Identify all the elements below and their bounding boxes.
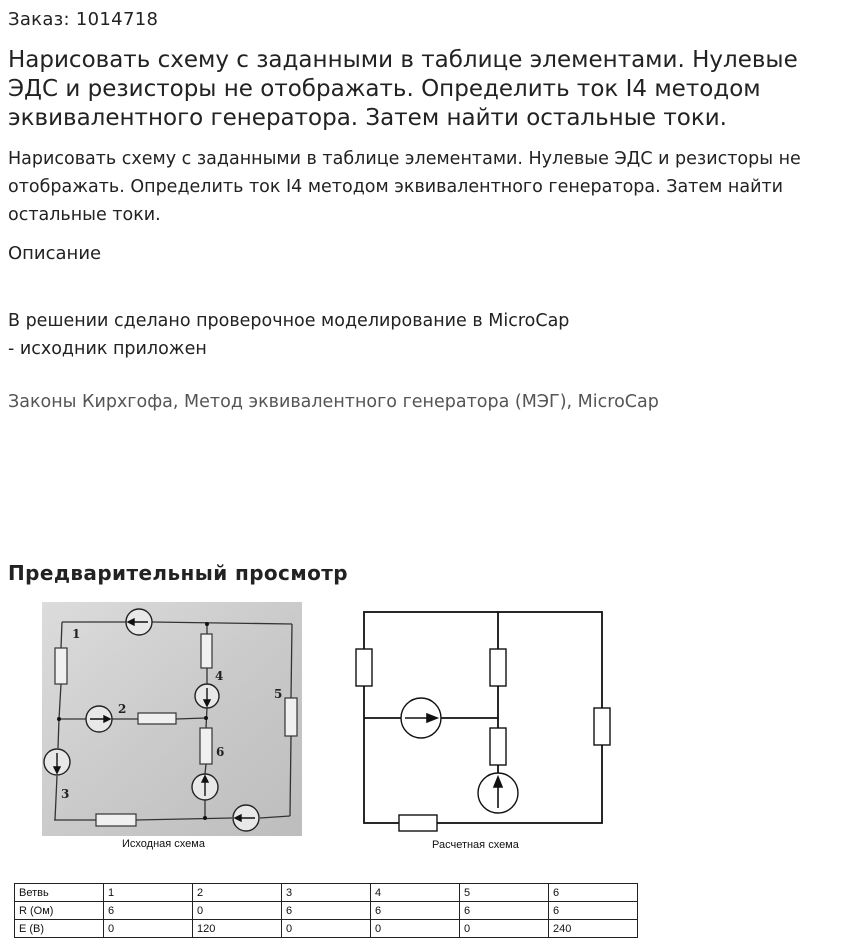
branch-label-4: 4 xyxy=(215,669,224,683)
table-cell: Ветвь xyxy=(15,884,104,902)
table-row xyxy=(15,902,638,920)
table-cell: 6 xyxy=(104,902,193,920)
original-schematic xyxy=(42,602,302,836)
tag-link-equivalent-generator[interactable]: Метод эквивалентного генератора (МЭГ) xyxy=(184,392,567,412)
table-cell: 240 xyxy=(549,920,638,938)
table-row xyxy=(15,920,638,938)
branch-label-6: 6 xyxy=(216,745,225,759)
branch-label-2: 2 xyxy=(118,702,127,716)
calc-resistor-3 xyxy=(399,815,437,831)
calc-schematic-caption: Расчетная схема xyxy=(432,839,519,851)
table-cell: 0 xyxy=(282,920,371,938)
table-cell: 6 xyxy=(460,902,549,920)
table-cell: 6 xyxy=(549,902,638,920)
table-cell: 0 xyxy=(371,920,460,938)
table-cell: 6 xyxy=(371,902,460,920)
table-cell: 6 xyxy=(549,884,638,902)
table-cell: 4 xyxy=(371,884,460,902)
calc-resistor-4 xyxy=(490,649,506,686)
branch-label-3: 3 xyxy=(61,787,70,801)
resistor-4 xyxy=(201,634,212,668)
resistor-2 xyxy=(138,713,176,724)
table-cell: R (Ом) xyxy=(15,902,104,920)
branch-label-5: 5 xyxy=(274,687,283,701)
table-cell: E (B) xyxy=(15,920,104,938)
resistor-5 xyxy=(285,698,297,736)
resistor-1 xyxy=(55,648,67,684)
solution-note xyxy=(8,307,569,363)
preview-heading: Предварительный просмотр xyxy=(8,561,348,585)
calc-resistor-1 xyxy=(356,649,372,686)
original-schematic-caption: Исходная схема xyxy=(122,838,205,850)
calc-schematic xyxy=(356,612,610,831)
solution-line-2: - исходник приложен xyxy=(8,339,207,359)
table-cell: 2 xyxy=(193,884,282,902)
table-cell: 1 xyxy=(104,884,193,902)
table-cell: 0 xyxy=(104,920,193,938)
table-cell: 6 xyxy=(282,902,371,920)
table-cell: 5 xyxy=(460,884,549,902)
solution-line-1: В решении сделано проверочное моделирование в MicroCap xyxy=(8,311,570,331)
calc-resistor-6 xyxy=(490,728,506,765)
tag-list xyxy=(8,392,659,412)
tag-link-kirchhoff[interactable]: Законы Кирхгофа xyxy=(8,392,173,412)
tag-separator: , xyxy=(172,392,185,412)
tag-separator: , xyxy=(566,392,578,412)
resistor-3 xyxy=(96,814,136,826)
table-cell: 120 xyxy=(193,920,282,938)
description-label: Описание xyxy=(8,243,102,264)
order-number: Заказ: 1014718 xyxy=(8,9,159,30)
parameters-table xyxy=(14,883,638,938)
tag-link-microcap[interactable]: MicroCap xyxy=(577,392,659,412)
task-title: Нарисовать схему с заданными в таблице элементами. Нулевые ЭДС и резисторы не отображать. Определить ток I4 методом эквивалентного генератора. Затем найти остальные токи. xyxy=(8,47,798,131)
task-description: Нарисовать схему с заданными в таблице элементами. Нулевые ЭДС и резисторы не отображать. Определить ток I4 методом эквивалентного генератора. Затем найти остальные токи. xyxy=(8,149,801,225)
preview-figures xyxy=(0,598,847,858)
table-cell: 3 xyxy=(282,884,371,902)
table-row xyxy=(15,884,638,902)
table-cell: 0 xyxy=(193,902,282,920)
calc-resistor-5 xyxy=(594,708,610,745)
resistor-6 xyxy=(200,728,212,764)
table-cell: 0 xyxy=(460,920,549,938)
branch-label-1: 1 xyxy=(72,627,81,641)
